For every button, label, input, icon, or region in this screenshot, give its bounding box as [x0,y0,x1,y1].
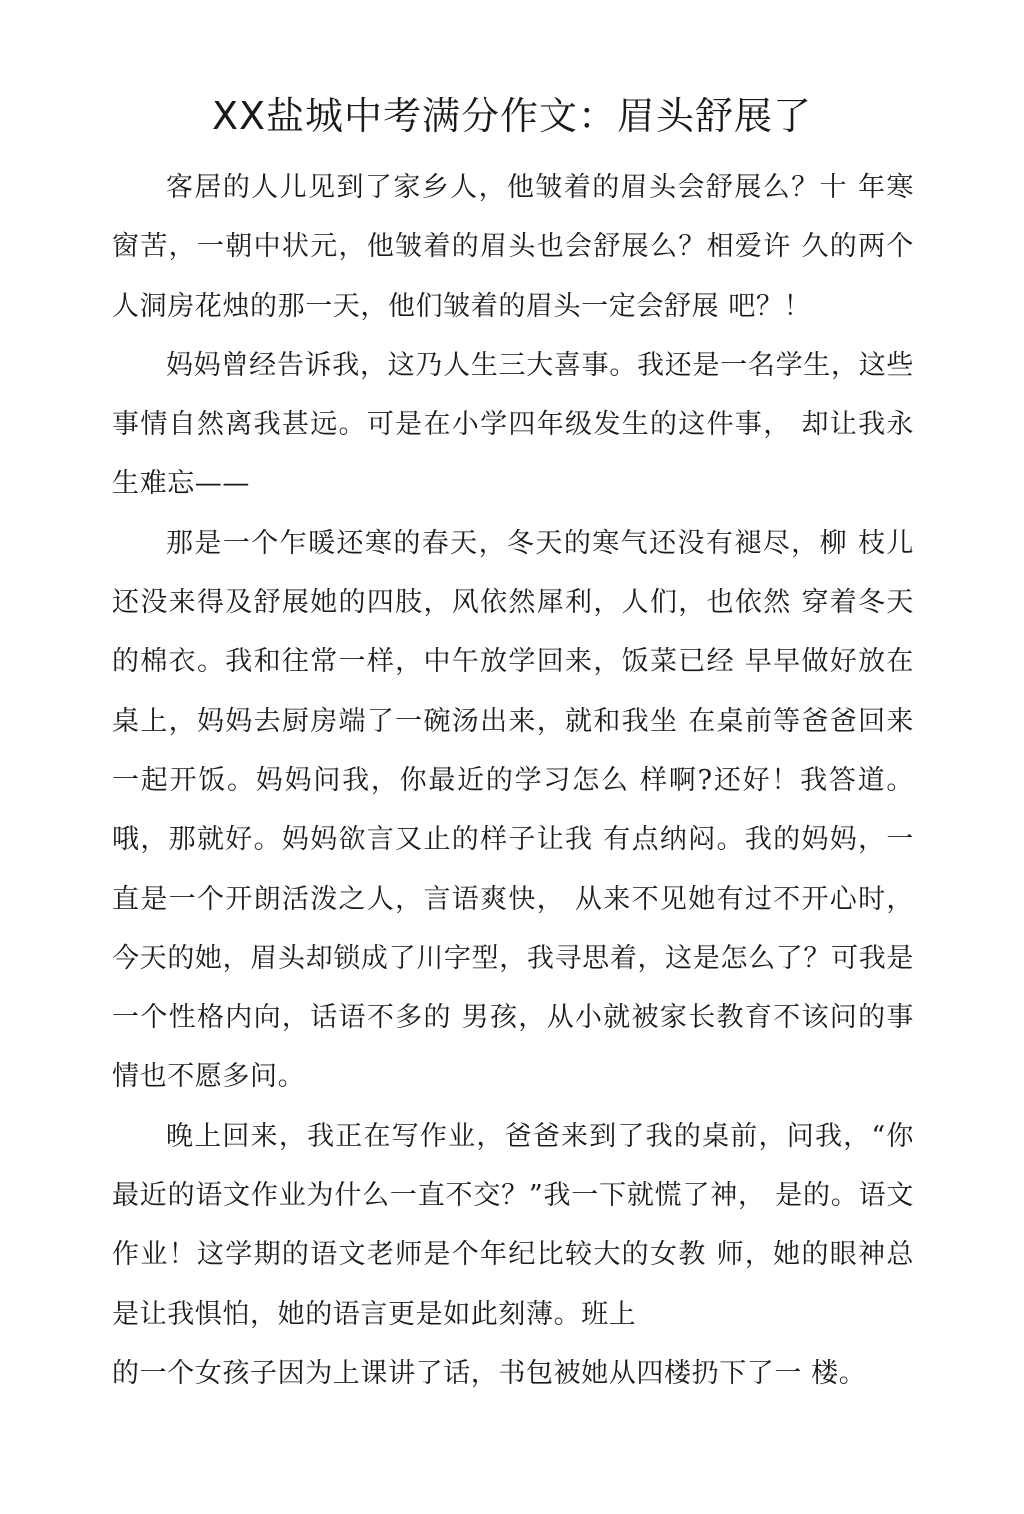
document-body [112,158,914,1403]
paragraph-2: 妈妈曾经告诉我，这乃人生三大喜事。我还是一名学生，这些事情自然离我甚远。可是在小学四年级发生的这件事， 却让我永生难忘—— [112,349,914,500]
paragraph-4-continuation: 的一个女孩子因为上课讲了话，书包被她从四楼扔下了一 楼。 [112,1357,867,1389]
paragraph-1: 客居的人儿见到了家乡人，他皱着的眉头会舒展么？十 年寒窗苦，一朝中状元，他皱着的眉头也会舒展么？相爱许 久的两个人洞房花烛的那一天，他们皱着的眉头一定会舒展 吧？！ [112,172,914,322]
paragraph-3: 那是一个乍暖还寒的春天，冬天的寒气还没有褪尽，柳 枝儿还没来得及舒展她的四肢，风依然犀利，人们，也依然 穿着冬天的棉衣。我和往常一样，中午放学回来，饭菜已经 早早做好放在桌上，妈妈去厨房端了一碗汤出来，就和我坐 在桌前等爸爸回来一起开饭。妈妈问我，你最近的学习怎么 样啊?还好！我答道。哦，那就好。妈妈欲言又止的样子让我 有点纳闷。我的妈妈，一直是一个开朗活泼之人，言语爽快， 从来不见她有过不开心时，今天的她，眉头却锁成了川字型，我寻思着，这是怎么了？可我是一个性格内向，话语不多的 男孩，从小就被家长教育不该问的事情也不愿多问。 [112,527,914,1093]
paragraph-4: 晚上回来，我正在写作业，爸爸来到了我的桌前，问我，“你最近的语文作业为什么一直不交？”我一下就慌了神， 是的。语文作业！这学期的语文老师是个年纪比较大的女教 师，她的眼神总是让我惧怕，她的语言更是如此刻薄。班上 [112,1120,914,1330]
document-title: XX盐城中考满分作文：眉头舒展了 [211,94,813,138]
